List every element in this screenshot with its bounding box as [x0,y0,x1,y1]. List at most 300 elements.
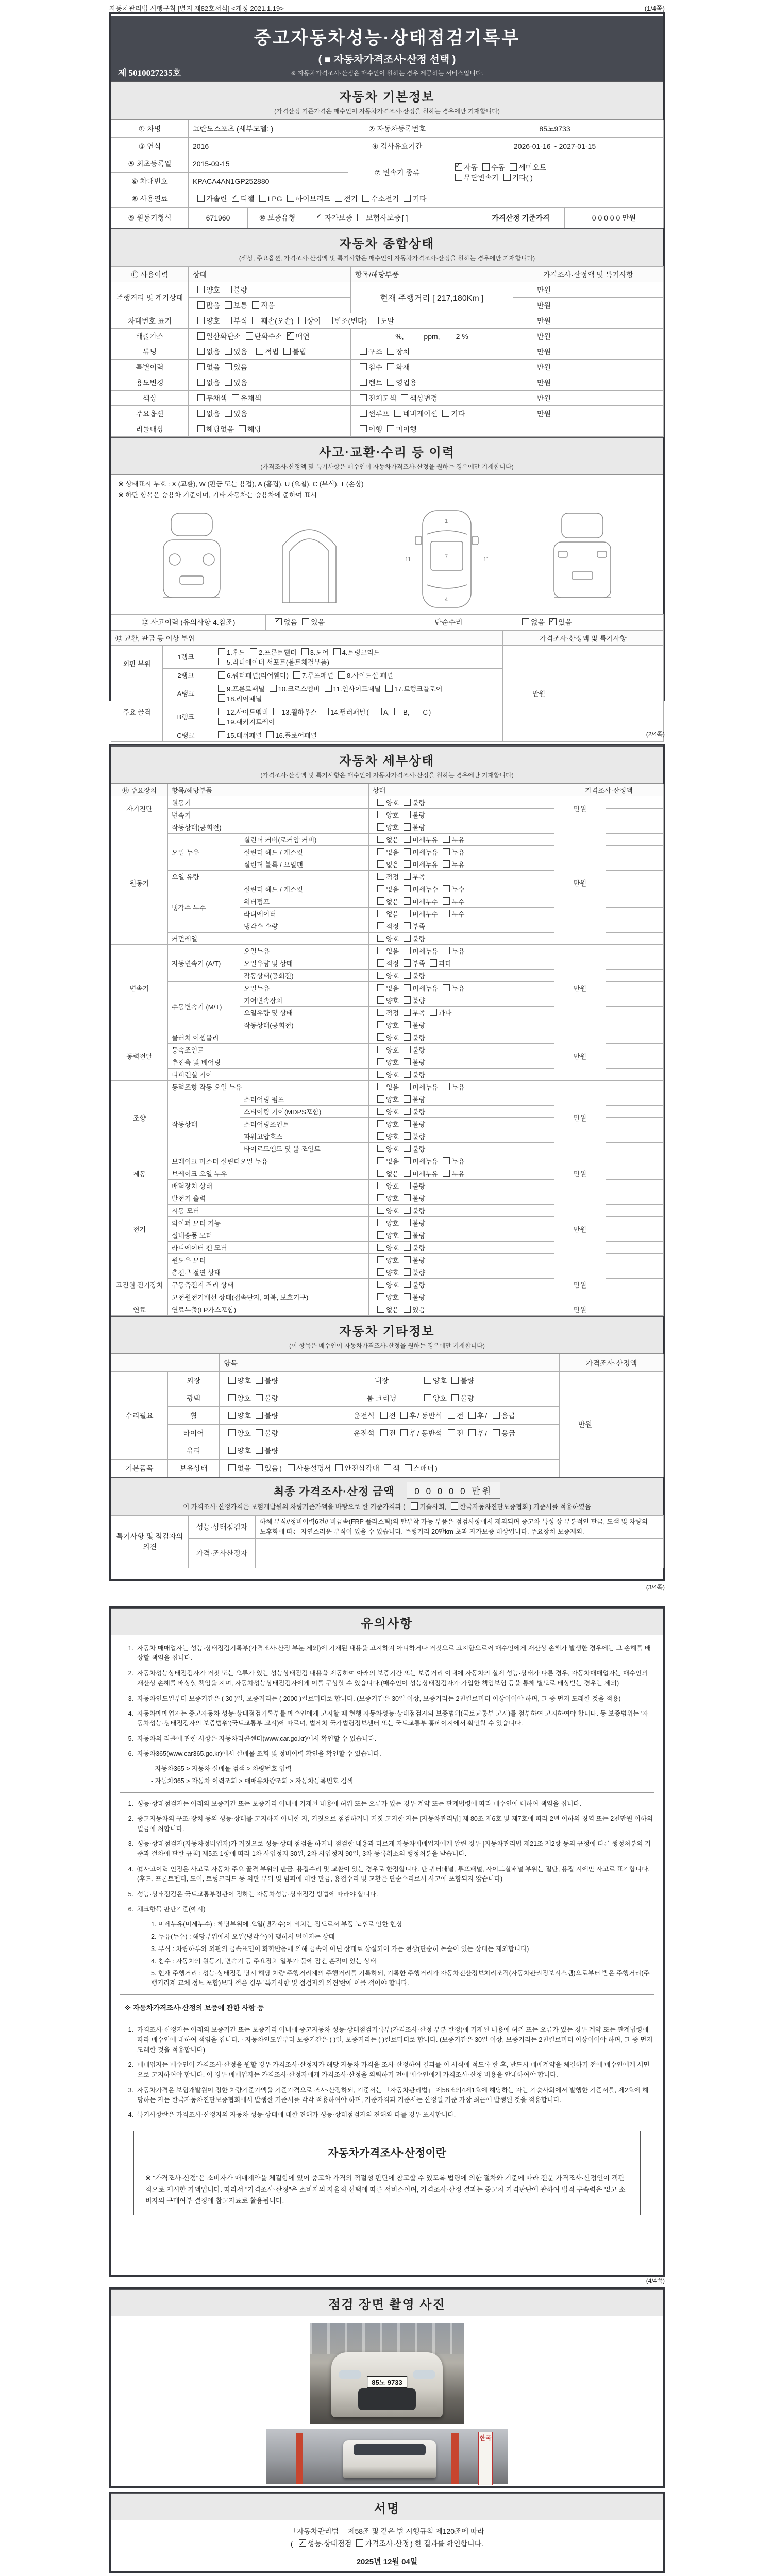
row-label: 룸 크리닝 [348,1389,415,1407]
checkbox-양호[interactable] [377,1046,384,1053]
checkbox-양호[interactable] [377,1120,384,1127]
checkbox-스패너[interactable] [405,1464,412,1471]
cell [606,1192,664,1205]
cell [369,1007,554,1019]
checkbox-있음[interactable] [225,348,232,355]
checkbox-전[interactable] [380,1412,388,1419]
checkbox-무채색[interactable] [197,394,205,401]
section-title: 자동차 기본정보 [339,90,435,104]
checkbox-잭[interactable] [384,1464,391,1471]
checkbox-불량[interactable] [404,1281,411,1288]
checkbox-전[interactable] [448,1412,455,1419]
cell: 추진축 및 베어링 [168,1056,369,1069]
checkbox-응급[interactable] [493,1412,500,1419]
cell: 원동기 [168,796,369,809]
checkbox-양호[interactable] [377,996,384,1004]
checkbox-5.라디에이터 서포트(볼트체결부품)[interactable] [218,658,225,665]
checkbox-전[interactable] [380,1429,388,1436]
checkbox-19.패키지트레이[interactable] [218,718,225,725]
checkbox-없음[interactable] [377,1157,384,1164]
checkbox-label: C [423,708,428,716]
checkbox-양호[interactable] [228,1394,236,1401]
checkbox-양호[interactable] [377,1268,384,1276]
checkbox-10.크로스멤버[interactable] [270,685,277,692]
note-subitem: 4. 침수 : 자동차의 원동기, 변속기 등 주요장치 일부가 물에 잠긴 흔적이 있는 상태 [151,1957,376,1965]
checkbox-성능·상태점검[interactable] [299,2539,306,2547]
checkbox-없음[interactable] [197,379,205,386]
checkbox-불량[interactable] [256,1377,263,1384]
note-subitem: - 자동차365 > 자동차 실매물 검색 > 차량번호 입력 [151,1765,292,1773]
svg-text:11: 11 [405,556,411,563]
checkbox-불량[interactable] [404,1071,411,1078]
checkbox-18.리어패널[interactable] [218,694,225,702]
checkbox-label: 양호 [386,1071,399,1079]
checkbox-있음[interactable] [256,1464,263,1471]
checkbox-부족[interactable] [404,873,411,880]
checkbox-불법[interactable] [283,348,291,355]
checkbox-하이브리드[interactable] [287,195,294,202]
checkbox-응급[interactable] [493,1429,500,1436]
checkbox-label: 영업용 [396,378,417,387]
checkbox-있음[interactable] [225,410,232,417]
checkbox-label: 색상변경 [410,394,438,402]
checkbox-적법[interactable] [256,348,263,355]
checkbox-렌트[interactable] [360,379,367,386]
checkbox-없음[interactable] [228,1464,236,1471]
checkbox-가격조사·산정[interactable] [356,2539,363,2547]
checkbox-적정[interactable] [377,922,384,929]
checkbox-없음[interactable] [197,363,205,370]
checkbox-과다[interactable] [430,1009,437,1016]
checkbox-변조(변타)[interactable] [326,317,333,324]
text: 이 가격조사·산정가격은 보험개발원의 차량기준가액을 바탕으로 한 기준가격과 ( [183,1503,406,1511]
checkbox-있음[interactable] [404,1306,411,1313]
checkbox-디젤[interactable] [232,195,239,202]
cell [513,421,664,437]
checkbox-부족[interactable] [404,1009,411,1016]
checkbox-양호[interactable] [424,1394,431,1401]
checkbox-양호[interactable] [377,1108,384,1115]
checkbox-장치[interactable] [387,348,394,355]
checkbox-화재[interactable] [387,363,394,370]
checkbox-8.사이드실 패널[interactable] [338,671,345,679]
checkbox-불량[interactable] [404,1207,411,1214]
checkbox-13.휠하우스[interactable] [273,708,280,715]
checkbox-미세누수[interactable] [404,897,411,905]
checkbox-누유[interactable] [443,947,450,954]
checkbox-14.필러패널[interactable] [322,708,329,715]
checkbox-label: 양호 [386,1195,399,1202]
checkbox-양호[interactable] [377,1207,384,1214]
checkbox-불량[interactable] [404,1120,411,1127]
checkbox-미세누유[interactable] [404,836,411,843]
checkbox-해당[interactable] [239,425,246,432]
checkbox-매연[interactable] [287,332,294,340]
checkbox-양호[interactable] [228,1429,236,1436]
checkbox-미세누유[interactable] [404,1157,411,1164]
note-text: 자동차 매매업자는 성능·상태점검기록부(가격조사·산정 부분 제외)에 기재된 내용을 고지하지 아니하거나 거짓으로 고지함으로써 매수인에게 재산상 손해가 발생한 경우에는 그 손해를 배상할 책임을 집니다. [137,1645,651,1662]
checkbox-없음[interactable] [377,885,384,892]
checkbox-label: 없음 [386,1083,399,1091]
cell [189,360,351,375]
note-item [120,1694,654,1704]
checkbox-수소전기[interactable] [362,195,369,202]
cell [351,391,513,406]
checkbox-양호[interactable] [377,1182,384,1189]
checkbox-양호[interactable] [377,1132,384,1140]
checkbox-많음[interactable] [197,301,205,309]
checkbox-불량[interactable] [404,1132,411,1140]
checkbox-C[interactable] [414,708,421,715]
checkbox-색상변경[interactable] [401,394,408,401]
cell [369,982,554,994]
row-label: 용도변경 [111,375,189,391]
checkbox-6.쿼터패널(리어휀다)[interactable] [218,671,225,679]
section-subtitle: (가격조사·산정액 및 특기사항은 매수인이 자동차가격조사·산정을 원하는 경우에만 기재합니다) [260,772,514,779]
checkbox-양호[interactable] [228,1377,236,1384]
checkbox-불량[interactable] [404,1182,411,1189]
checkbox-양호[interactable] [377,1071,384,1078]
checkbox-label: 후 [477,1411,484,1420]
checkbox-누유[interactable] [443,1157,450,1164]
checkbox-불량[interactable] [451,1377,459,1384]
checkbox-label: 안전삼각대 [344,1464,380,1472]
checkbox-누유[interactable] [443,860,450,868]
checkbox-불량[interactable] [404,1021,411,1028]
checkbox-있음[interactable] [549,618,557,625]
checkbox-없음[interactable] [377,860,384,868]
cell [189,344,351,360]
cell: 윈도우 모터 [168,1254,369,1266]
checkbox-없음[interactable] [377,947,384,954]
checkbox-양호[interactable] [377,1095,384,1103]
checkbox-미세누유[interactable] [404,860,411,868]
checkbox-label: 16.플로어패널 [275,731,317,739]
cell: 만원 [513,282,575,298]
checkbox-한국자동차진단보증협회[interactable] [451,1502,458,1510]
checkbox-양호[interactable] [377,1281,384,1288]
cell: 실내송풍 모터 [168,1229,369,1242]
checkbox-양호[interactable] [377,799,384,806]
checkbox-누유[interactable] [443,836,450,843]
checkbox-양호[interactable] [377,1256,384,1263]
checkbox-양호[interactable] [377,935,384,942]
checkbox-A,[interactable] [375,708,382,715]
checkbox-양호[interactable] [377,811,384,818]
checkbox-양호[interactable] [377,972,384,979]
checkbox-누유[interactable] [443,848,450,855]
cell [369,908,554,920]
checkbox-양호[interactable] [197,286,205,293]
checkbox-불량[interactable] [404,1219,411,1226]
checkbox-label: 없음 [386,861,399,869]
checkbox-미세누유[interactable] [404,1083,411,1090]
checkbox-불량[interactable] [404,1058,411,1065]
checkbox-미세누수[interactable] [404,910,411,917]
checkbox-있음[interactable] [225,379,232,386]
checkbox-탄화수소[interactable] [246,332,253,340]
checkbox-양호[interactable] [377,1145,384,1152]
checkbox-썬루프[interactable] [360,410,367,417]
note-number: 2. [128,2061,133,2069]
checkbox-불량[interactable] [404,1256,411,1263]
note-item [120,1799,654,1809]
checkbox-미세누유[interactable] [404,1170,411,1177]
cell: 0 0 0 0 0 만원 [565,208,664,228]
checkbox-누수[interactable] [443,885,450,892]
checkbox-양호[interactable] [228,1412,236,1419]
cell [606,920,664,933]
checkbox-불량[interactable] [404,1145,411,1152]
checkbox-label: 기타 [451,409,465,418]
checkbox-불량[interactable] [404,1231,411,1239]
checkbox-미세누유[interactable] [404,984,411,991]
checkbox-기술사회,[interactable] [411,1502,418,1510]
checkbox-label: 양호 [386,1059,399,1066]
checkbox-label: 무채색 [206,394,227,402]
checkbox-B,[interactable] [394,708,401,715]
checkbox-후[interactable] [400,1429,408,1436]
checkbox-유채색[interactable] [232,394,239,401]
checkbox-일산화탄소[interactable] [197,332,205,340]
checkbox-자가보증[interactable] [316,214,323,221]
section-photos-header [111,2289,663,2316]
checkbox-양호[interactable] [377,1293,384,1300]
caution-list-2 [120,1799,654,1988]
checkbox-label: 없음 [386,849,399,856]
note-subitem: - 자동차365 > 자동차 이력조회 > 매매용차량조회 > 자동차등록번호 검색 [151,1777,354,1785]
row-label: 튜닝 [111,344,189,360]
checkbox-12.사이드멤버[interactable] [218,708,225,715]
checkbox-label: 9.프론트패널 [227,685,265,693]
checkbox-사용설명서[interactable] [288,1464,295,1471]
checkbox-미이행[interactable] [387,425,394,432]
checkbox-불량[interactable] [404,996,411,1004]
checkbox-영업용[interactable] [387,379,394,386]
checkbox-있음[interactable] [302,618,309,625]
checkbox-15.대쉬패널[interactable] [218,731,225,738]
checkbox-불량[interactable] [404,823,411,831]
checkbox-9.프론트패널[interactable] [218,685,225,692]
checkbox-16.플로어패널[interactable] [266,731,274,738]
checkbox-없음[interactable] [275,618,282,625]
checkbox-훼손(오손)[interactable] [252,317,259,324]
checkbox-누유[interactable] [443,1170,450,1177]
checkbox-상이[interactable] [298,317,306,324]
cell: 항목/해당부품 [351,267,513,282]
checkbox-적음[interactable] [252,301,259,309]
checkbox-불량[interactable] [225,286,232,293]
checkbox-무단변속기[interactable] [455,174,462,181]
checkbox-해당없음[interactable] [197,425,205,432]
note-item [120,1749,654,1759]
checkbox-불량[interactable] [404,1194,411,1201]
checkbox-양호[interactable] [377,1033,384,1041]
checkbox-양호[interactable] [424,1377,431,1384]
checkbox-과다[interactable] [430,959,437,967]
cell: 만원 [554,796,606,821]
text: ) 기준서를 적용하였음 [529,1503,591,1511]
checkbox-4.트렁크리드[interactable] [333,648,341,655]
checkbox-없음[interactable] [377,910,384,917]
checkbox-있음[interactable] [225,363,232,370]
checkbox-없음[interactable] [377,1306,384,1313]
checkbox-7.루프패널[interactable] [293,671,300,679]
checkbox-1.후드[interactable] [218,648,225,655]
checkbox-기타[interactable] [404,195,411,202]
checkbox-label: 가솔린 [206,194,227,203]
checkbox-label: 무단변속기 [464,173,499,182]
checkbox-적정[interactable] [377,873,384,880]
checkbox-후[interactable] [468,1429,476,1436]
checkbox-양호[interactable] [377,1231,384,1239]
checkbox-불량[interactable] [256,1447,263,1454]
checkbox-불량[interactable] [256,1412,263,1419]
checkbox-양호[interactable] [377,1219,384,1226]
checkbox-불량[interactable] [404,1268,411,1276]
cell [606,1242,664,1254]
checkbox-없음[interactable] [197,410,205,417]
checkbox-안전삼각대[interactable] [335,1464,343,1471]
checkbox-누수[interactable] [443,897,450,905]
checkbox-양호[interactable] [377,823,384,831]
checkbox-양호[interactable] [377,1058,384,1065]
cell [606,846,664,858]
checkbox-불량[interactable] [256,1429,263,1436]
checkbox-기타[interactable] [442,410,449,417]
checkbox-label: 도말 [380,316,395,325]
checkbox-label: 불량 [412,811,426,819]
cell [606,1180,664,1192]
cell [369,883,554,895]
checkbox-label: 있음 [233,409,248,418]
checkbox-label: 양호 [386,1257,399,1264]
cell [575,282,664,298]
checkbox-11.인사이드패널[interactable] [325,685,332,692]
checkbox-전[interactable] [448,1429,455,1436]
checkbox-미세누유[interactable] [404,947,411,954]
svg-text:11: 11 [483,556,490,563]
checkbox-후[interactable] [400,1412,408,1419]
checkbox-양호[interactable] [377,1244,384,1251]
checkbox-후[interactable] [468,1412,476,1419]
checkbox-누유[interactable] [443,1083,450,1090]
checkbox-기타( )[interactable] [503,174,511,181]
checkbox-불량[interactable] [404,1095,411,1103]
checkbox-누유[interactable] [443,984,450,991]
checkbox-보험사보증[interactable] [357,214,364,221]
checkbox-세미오토[interactable] [510,163,517,171]
checkbox-불량[interactable] [404,799,411,806]
checkbox-불량[interactable] [404,1293,411,1300]
text: ( [279,1464,282,1472]
checkbox-적정[interactable] [377,1009,384,1016]
checkbox-미세누유[interactable] [404,848,411,855]
checkbox-2.프론트휀더[interactable] [250,648,257,655]
cell [606,858,664,871]
cell: 스티어링조인트 [240,1118,369,1130]
checkbox-불량[interactable] [404,1244,411,1251]
checkbox-전체도색[interactable] [360,394,367,401]
checkbox-구조[interactable] [360,348,367,355]
section-title: 사고·교환·수리 등 이력 [319,446,455,460]
checkbox-부식[interactable] [225,317,232,324]
checkbox-누수[interactable] [443,910,450,917]
checkbox-도말[interactable] [372,317,379,324]
checkbox-불량[interactable] [404,1033,411,1041]
checkbox-label: 썬루프 [368,409,390,418]
checkbox-침수[interactable] [360,363,367,370]
row-label: C랭크 [163,728,209,741]
checkbox-불량[interactable] [451,1394,459,1401]
checkbox-17.트렁크플로어[interactable] [385,685,393,692]
section-basic-header [111,81,663,120]
checkbox-label: 세미오토 [518,163,547,172]
cell [209,728,503,741]
checkbox-네비게이션[interactable] [394,410,401,417]
checkbox-불량[interactable] [404,1046,411,1053]
checkbox-없음[interactable] [377,836,384,843]
page-number-2: (2/4쪽) [646,731,665,738]
checkbox-label: 렌트 [368,378,383,387]
checkbox-보통[interactable] [225,301,232,309]
checkbox-미세누수[interactable] [404,885,411,892]
note-item [120,1669,654,1689]
checkbox-LPG[interactable] [259,195,266,202]
cell [351,421,513,437]
row-label: B랭크 [163,705,209,728]
checkbox-없음[interactable] [377,984,384,991]
checkbox-없음[interactable] [377,848,384,855]
checkbox-양호[interactable] [377,1194,384,1201]
row-label: 내장 [348,1372,415,1389]
note-subitem: 2. 누유(누수) : 해당부위에서 오일(냉각수)이 맺혀서 떨어지는 상태 [151,1933,335,1940]
checkbox-양호[interactable] [197,317,205,324]
cell [606,933,664,945]
checkbox-없음[interactable] [377,1170,384,1177]
checkbox-자동[interactable] [455,163,462,171]
cell [369,895,554,908]
row-label: 동력전달 [111,1031,168,1081]
cell [606,1155,664,1167]
checkbox-3.도어[interactable] [301,648,309,655]
checkbox-부족[interactable] [404,959,411,967]
checkbox-없음[interactable] [377,1083,384,1090]
checkbox-label: 양호 [386,1269,399,1277]
cell: 만원 [554,1303,606,1316]
checkbox-label: 양호 [386,1034,399,1042]
checkbox-부족[interactable] [404,922,411,929]
checkbox-불량[interactable] [404,935,411,942]
checkbox-없음[interactable] [197,348,205,355]
checkbox-전기[interactable] [335,195,342,202]
checkbox-가솔린[interactable] [197,195,205,202]
checkbox-불량[interactable] [404,811,411,818]
note-item [120,2110,654,2120]
checkbox-적정[interactable] [377,959,384,967]
checkbox-양호[interactable] [228,1447,236,1454]
checkbox-없음[interactable] [522,618,529,625]
checkbox-수동[interactable] [482,163,490,171]
checkbox-label: 성능·상태점검 [307,2539,352,2548]
checkbox-양호[interactable] [377,1021,384,1028]
checkbox-불량[interactable] [404,972,411,979]
checkbox-label: 불량 [412,1232,426,1240]
checkbox-불량[interactable] [404,1108,411,1115]
checkbox-이행[interactable] [360,425,367,432]
checkbox-불량[interactable] [256,1394,263,1401]
checkbox-없음[interactable] [377,897,384,905]
